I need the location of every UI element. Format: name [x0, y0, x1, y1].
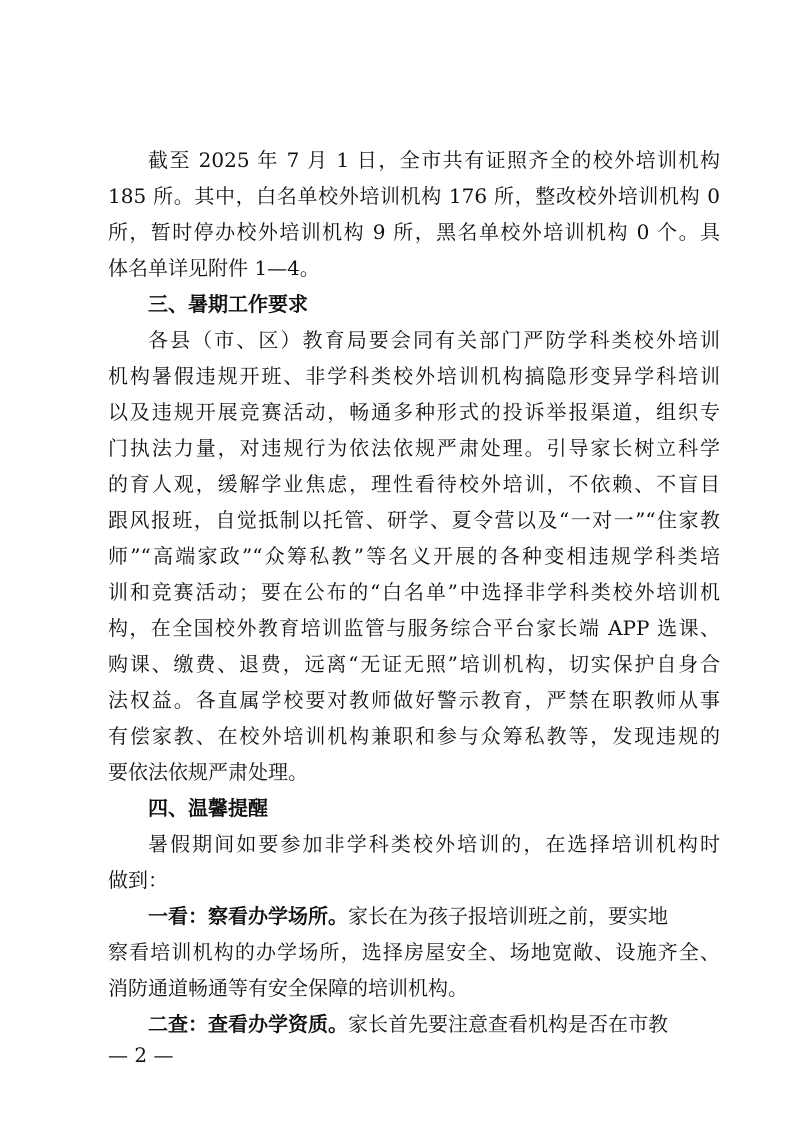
paragraph-line: 师”“高端家政”“众筹私教”等名义开展的各种变相违规学科类培 [108, 544, 720, 568]
paragraph-line: 跟风报班，自觉抵制以托管、研学、夏令营以及“一对一”“住家教 [108, 508, 720, 532]
paragraph-line: 消防通道畅通等有安全保障的培训机构。 [108, 976, 468, 1000]
paragraph-line: 截至 2025 年 7 月 1 日，全市共有证照齐全的校外培训机构 [148, 148, 720, 172]
paragraph-line: 各县（市、区）教育局要会同有关部门严防学科类校外培训 [148, 328, 720, 352]
section-heading: 三、暑期工作要求 [148, 292, 308, 316]
paragraph-line: 机构暑假违规开班、非学科类校外培训机构搞隐形变异学科培训 [108, 364, 720, 388]
list-item [148, 1009, 720, 1039]
paragraph-line: 暑假期间如要参加非学科类校外培训的，在选择培训机构时 [148, 832, 720, 856]
paragraph-line: 法权益。各直属学校要对教师做好警示教育，严禁在职教师从事 [108, 688, 720, 712]
section-heading: 四、温馨提醒 [148, 796, 268, 820]
page-number: — 2 — [108, 1043, 174, 1067]
list-item-text: 家长首先要注意查看机构是否在市教 [348, 1012, 668, 1036]
paragraph-line: 所，暂时停办校外培训机构 9 所，黑名单校外培训机构 0 个。具 [108, 220, 720, 244]
list-item [148, 901, 720, 931]
paragraph-line: 购课、缴费、退费，远离“无证无照”培训机构，切实保护自身合 [108, 652, 720, 676]
list-item-text: 家长在为孩子报培训班之前，要实地 [348, 904, 668, 928]
paragraph-line: 做到： [108, 868, 168, 892]
paragraph-line: 构，在全国校外教育培训监管与服务综合平台家长端 APP 选课、 [108, 616, 720, 640]
paragraph-line: 有偿家教、在校外培训机构兼职和参与众筹私教等，发现违规的 [108, 724, 720, 748]
list-item-title: 二查：查看办学资质。 [148, 1012, 348, 1036]
list-item-title: 一看：察看办学场所。 [148, 904, 348, 928]
paragraph-line: 的育人观，缓解学业焦虑，理性看待校外培训，不依赖、不盲目 [108, 472, 720, 496]
paragraph-line: 以及违规开展竞赛活动，畅通多种形式的投诉举报渠道，组织专 [108, 400, 720, 424]
paragraph-line: 门执法力量，对违规行为依法依规严肃处理。引导家长树立科学 [108, 436, 720, 460]
paragraph-line: 训和竞赛活动；要在公布的“白名单”中选择非学科类校外培训机 [108, 580, 720, 604]
paragraph-line: 要依法依规严肃处理。 [108, 760, 308, 784]
paragraph-line: 185 所。其中，白名单校外培训机构 176 所，整改校外培训机构 0 [108, 184, 720, 208]
paragraph-line: 察看培训机构的办学场所，选择房屋安全、场地宽敞、设施齐全、 [108, 940, 720, 964]
paragraph-line: 体名单详见附件 1—4。 [108, 256, 320, 280]
